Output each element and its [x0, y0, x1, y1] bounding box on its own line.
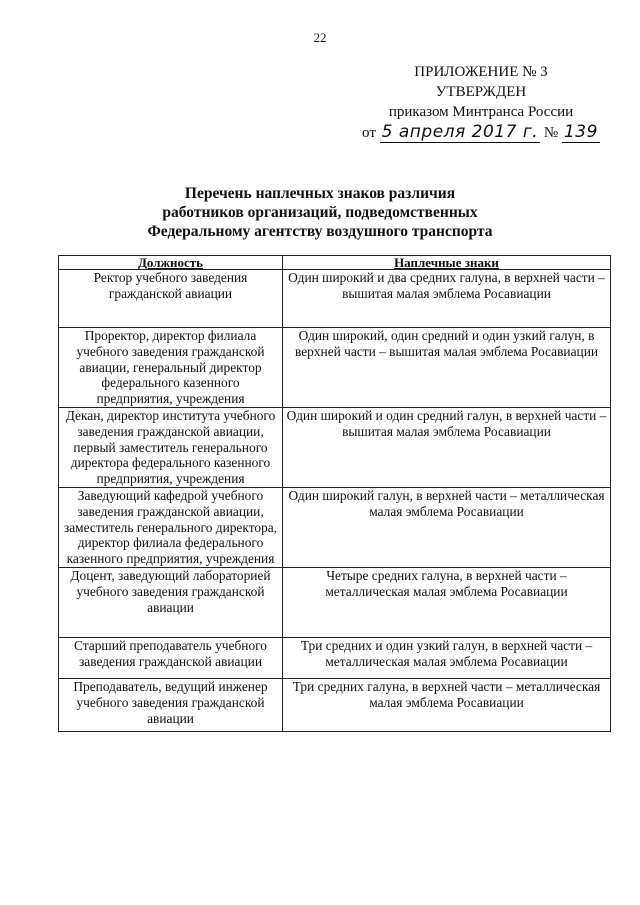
appendix-number: ПРИЛОЖЕНИЕ № 3 [414, 64, 548, 80]
handwritten-date: 5 апреля 2017 г. [381, 122, 539, 142]
insignia-cell: Три средних и один узкий галун, в верхней части – металлическая малая эмблема Росавиации [283, 637, 611, 678]
table-row [59, 567, 611, 637]
document-title [0, 184, 640, 241]
column-header-insignia: Наплечные знаки [283, 256, 611, 270]
position-cell: Старший преподаватель учебного заведения гражданской авиации [59, 637, 283, 678]
position-cell: Заведующий кафедрой учебного заведения гражданской авиации, заместитель генерального директора, директор филиала федерального казенного предприятия, учреждения [59, 487, 283, 567]
from-label: от [362, 125, 376, 141]
title-line: работников организаций, подведомственных [162, 204, 478, 221]
insignia-cell: Четыре средних галуна, в верхней части – металлическая малая эмблема Росавиации [283, 567, 611, 637]
table-row [59, 637, 611, 678]
position-cell: Ректор учебного заведения гражданской авиации [59, 270, 283, 328]
column-header-position: Должность [59, 256, 283, 270]
position-cell: Преподаватель, ведущий инженер учебного заведения гражданской авиации [59, 678, 283, 731]
order-issuer: приказом Минтранса России [388, 104, 574, 120]
table-row [59, 328, 611, 408]
position-cell: Проректор, директор филиала учебного заведения гражданской авиации, генеральный директор федерального казенного предприятия, учреждения [59, 328, 283, 408]
number-label: № [543, 125, 559, 141]
table-row [59, 678, 611, 731]
page-number: 22 [313, 30, 327, 45]
handwritten-number: 139 [563, 122, 598, 142]
table-row [59, 270, 611, 328]
table-header-row [59, 256, 611, 270]
position-cell: Декан, директор института учебного заведения гражданской авиации, первый заместитель генерального директора федерального казенного предприятия, учреждения [59, 407, 283, 487]
table-row [59, 407, 611, 487]
insignia-cell: Три средних галуна, в верхней части – металлическая малая эмблема Росавиации [283, 678, 611, 731]
insignia-cell: Один широкий и два средних галуна, в верхней части – вышитая малая эмблема Росавиации [283, 270, 611, 328]
title-line: Перечень наплечных знаков различия [184, 185, 456, 202]
order-date-line [356, 122, 606, 143]
insignia-cell: Один широкий, один средний и один узкий галун, в верхней части – вышитая малая эмблема Росавиации [283, 328, 611, 408]
insignia-table [58, 255, 611, 732]
insignia-cell: Один широкий и один средний галун, в верхней части – вышитая малая эмблема Росавиации [283, 407, 611, 487]
insignia-cell: Один широкий галун, в верхней части – металлическая малая эмблема Росавиации [283, 487, 611, 567]
approval-block [356, 62, 606, 143]
position-cell: Доцент, заведующий лабораторией учебного заведения гражданской авиации [59, 567, 283, 637]
approved-label: УТВЕРЖДЕН [435, 84, 527, 100]
table-row [59, 487, 611, 567]
title-line: Федеральному агентству воздушного транспорта [147, 223, 493, 240]
